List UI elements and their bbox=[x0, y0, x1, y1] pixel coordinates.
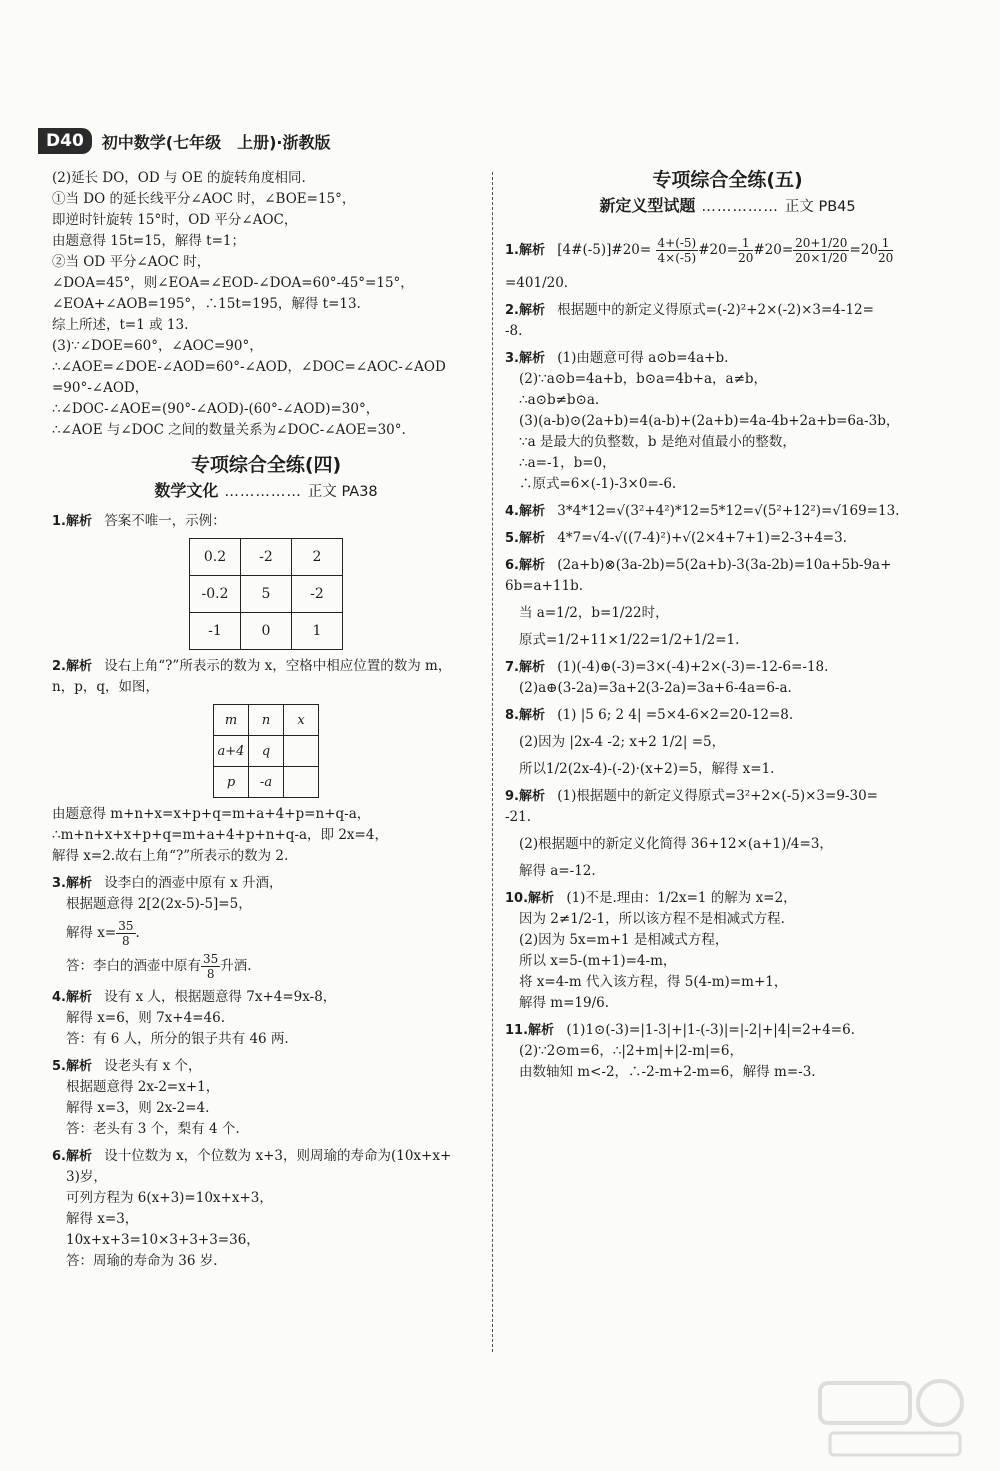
text-line: 由数轴知 m<-2，∴-2-m+2-m=6，解得 m=-3. bbox=[519, 1064, 816, 1080]
denominator: 8 bbox=[206, 967, 215, 981]
text-line: (2)因为 5x=m+1 是相减式方程， bbox=[519, 932, 729, 948]
question-label: 4.解析 bbox=[52, 990, 92, 1005]
text-line: -8. bbox=[505, 323, 523, 339]
magic-square-table bbox=[189, 538, 343, 650]
text-line: (3)(a-b)⊙(2a+b)=4(a-b)+(2a+b)=4a-4b+2a+b=6a-3b， bbox=[519, 413, 900, 429]
question-6 bbox=[505, 555, 950, 576]
question-11 bbox=[505, 1020, 950, 1041]
text-line: (2)∵2⊙m=6，∴|2+m|+|2-m|=6， bbox=[519, 1043, 743, 1059]
table-cell bbox=[284, 736, 319, 767]
question-5 bbox=[52, 1056, 480, 1077]
text-line: 3)岁， bbox=[66, 1169, 107, 1185]
question-text: 根据题中的新定义得原式=(-2)²+2×(-2)×3=4-12= bbox=[557, 302, 874, 318]
text-line: ∴a⊙b≠b⊙a. bbox=[519, 392, 600, 408]
left-column bbox=[52, 168, 480, 1272]
text-line: 解得 x=3，则 2x-2=4. bbox=[66, 1100, 210, 1116]
table-cell: 5 bbox=[241, 576, 292, 613]
text-line: 即逆时针旋转 15°时，OD 平分∠AOC， bbox=[52, 212, 298, 228]
fraction bbox=[656, 236, 699, 265]
text-line: (2)因为 |2x-4 -2; x+2 1/2| =5， bbox=[519, 734, 726, 750]
question-label: 1.解析 bbox=[52, 514, 92, 529]
text-line: 10x+x+3=10×3+3+3=36， bbox=[66, 1232, 260, 1248]
denominator: 8 bbox=[122, 934, 130, 948]
question-2 bbox=[52, 656, 480, 677]
text-line: (2)∵a⊙b=4a+b，b⊙a=4b+a，a≠b， bbox=[519, 371, 768, 387]
text-line: ∠DOA=45°，则∠EOA=∠EOD-∠DOA=60°-45°=15°， bbox=[52, 275, 414, 291]
fraction bbox=[201, 952, 220, 981]
question-10 bbox=[505, 888, 950, 909]
question-8 bbox=[505, 705, 950, 726]
variable-square-table bbox=[213, 704, 319, 798]
text-line: ②当 OD 平分∠AOC 时， bbox=[52, 254, 211, 270]
leader-dots: …………… bbox=[224, 484, 302, 500]
text-line: ①当 DO 的延长线平分∠AOC 时，∠BOE=15°， bbox=[52, 191, 356, 207]
question-2 bbox=[505, 300, 950, 321]
text-line: ∴∠DOC-∠AOE=(90°-∠AOD)-(60°-∠AOD)=30°， bbox=[52, 401, 380, 417]
watermark-logo bbox=[810, 1363, 970, 1463]
text-line: ∴∠AOE=∠DOE-∠AOD=60°-∠AOD，∠DOC=∠AOC-∠AOD bbox=[52, 359, 446, 375]
text-line: =90°-∠AOD， bbox=[52, 380, 149, 396]
text-line: 因为 2≠1/2-1，所以该方程不是相减式方程. bbox=[519, 911, 785, 927]
question-text: [4#(-5)]#20= bbox=[557, 242, 652, 258]
text-line: ∴a=-1，b=0， bbox=[519, 455, 616, 471]
question-text: (1)根据题中的新定义得原式=3²+2×(-5)×3=9-30= bbox=[557, 788, 878, 804]
table-cell: 1 bbox=[292, 613, 343, 650]
fraction bbox=[793, 236, 849, 265]
table-row bbox=[214, 736, 319, 767]
table-row bbox=[214, 705, 319, 736]
page-number-badge: D40 bbox=[38, 128, 92, 154]
text-line: 6b=a+11b. bbox=[505, 578, 584, 594]
question-text: 答案不唯一，示例： bbox=[104, 513, 226, 529]
text-line: 可列方程为 6(x+3)=10x+x+3， bbox=[66, 1190, 273, 1206]
numerator: 35 bbox=[203, 952, 219, 966]
table-row bbox=[214, 767, 319, 798]
numerator: 4+(-5) bbox=[657, 236, 697, 250]
table-cell: 0 bbox=[241, 613, 292, 650]
question-text: (2a+b)⊗(3a-2b)=5(2a+b)-3(3a-2b)=10a+5b-9a+ bbox=[557, 557, 892, 573]
top-solution bbox=[52, 168, 480, 441]
question-label: 2.解析 bbox=[505, 303, 545, 318]
question-7 bbox=[505, 657, 950, 678]
table-row bbox=[190, 613, 343, 650]
text-line: ∴∠AOE 与∠DOC 之间的数量关系为∠DOC-∠AOE=30°. bbox=[52, 422, 406, 438]
text-line: (2)a⊕(3-2a)=3a+2(3-2a)=3a+6-4a=6-a. bbox=[519, 680, 792, 696]
question-1 bbox=[52, 511, 480, 532]
column-divider bbox=[492, 172, 493, 1352]
text-line: 所以 x=5-(m+1)=4-m， bbox=[519, 953, 677, 969]
question-text: 设十位数为 x，个位数为 x+3，则周瑜的寿命为(10x+x+ bbox=[104, 1148, 452, 1164]
text-line: -21. bbox=[505, 809, 532, 825]
table-cell: 2 bbox=[292, 539, 343, 576]
answer-text: 升酒. bbox=[220, 958, 252, 974]
question-5 bbox=[505, 528, 950, 549]
text-line: 解得 x=6，则 7x+4=46. bbox=[66, 1010, 225, 1026]
question-label: 10.解析 bbox=[505, 891, 555, 906]
question-6 bbox=[52, 1146, 480, 1167]
page-header bbox=[38, 128, 331, 154]
text-line: (2)根据题中的新定义化简得 36+12×(a+1)/4=3， bbox=[519, 836, 833, 852]
page-reference: 正文 PB45 bbox=[784, 199, 856, 215]
text-line: ∠EOA+∠AOB=195°，∴15t=195，解得 t=13. bbox=[52, 296, 361, 312]
text-line: 解得 x=3， bbox=[66, 1211, 139, 1227]
question-label: 2.解析 bbox=[52, 659, 92, 674]
text-line: 解得 a=-12. bbox=[519, 863, 596, 879]
question-label: 6.解析 bbox=[505, 558, 545, 573]
answer-line bbox=[52, 952, 480, 981]
question-text: 设有 x 人，根据题意得 7x+4=9x-8， bbox=[104, 989, 337, 1005]
table-cell: -2 bbox=[292, 576, 343, 613]
text-line: ∵a 是最大的负整数，b 是绝对值最小的整数， bbox=[519, 434, 796, 450]
table-cell: -1 bbox=[190, 613, 241, 650]
table-cell bbox=[284, 767, 319, 798]
table-cell: a+4 bbox=[214, 736, 249, 767]
question-label: 6.解析 bbox=[52, 1149, 92, 1164]
table-cell: m bbox=[214, 705, 249, 736]
question-1: 1.解析 [4#(-5)]#20= $\frac{4+(-5)}{4\times(-5)}$ #20= $\frac{1}{20}$ #20= $\frac{20+1/20}{20\times 1/20}$ =20 $\frac{1}{20}$ bbox=[505, 236, 894, 265]
table-cell: p bbox=[214, 767, 249, 798]
text-line: 解得 m=19/6. bbox=[519, 995, 610, 1011]
section-subtitle bbox=[52, 480, 480, 503]
question-4 bbox=[505, 501, 950, 522]
text-line: =401/20. bbox=[505, 275, 569, 291]
denominator: 20×1/20 bbox=[795, 251, 848, 265]
leader-dots: …………… bbox=[701, 199, 779, 215]
question-label: 3.解析 bbox=[505, 351, 545, 366]
question-label: 11.解析 bbox=[505, 1023, 555, 1038]
text-line: 原式=1/2+11×1/22=1/2+1/2=1. bbox=[519, 632, 740, 648]
text-line: 答：有 6 人，所分的银子共有 46 两. bbox=[66, 1031, 289, 1047]
question-text: (1)1⊙(-3)=|1-3|+|1-(-3)|=|-2|+|4|=2+4=6. bbox=[566, 1022, 855, 1038]
table-cell: -a bbox=[249, 767, 284, 798]
text-line: (3)∵∠DOE=60°，∠AOC=90°， bbox=[52, 338, 263, 354]
text-line: 答：老头有 3 个，梨有 4 个. bbox=[66, 1121, 240, 1137]
answer-text: 答：李白的酒壶中原有 bbox=[66, 958, 201, 974]
section-subtitle bbox=[505, 195, 950, 218]
text-line: 由题意得 m+n+x=x+p+q=m+a+4+p=n+q-a， bbox=[52, 806, 371, 822]
text-line: 答：周瑜的寿命为 36 岁. bbox=[66, 1253, 218, 1269]
question-label: 3.解析 bbox=[52, 876, 92, 891]
fraction bbox=[878, 236, 893, 265]
question-text: 4*7=√4-√((7-4)²)+√(2×4+7+1)=2-3+4=3. bbox=[557, 530, 847, 546]
table-row bbox=[190, 539, 343, 576]
fraction bbox=[738, 236, 753, 265]
denominator: 4×(-5) bbox=[657, 251, 697, 265]
fraction bbox=[116, 919, 135, 948]
question-text: (1)不是.理由：1/2x=1 的解为 x=2， bbox=[566, 890, 797, 906]
text-line: 根据题意得 2x-2=x+1， bbox=[66, 1079, 220, 1095]
text-line: 将 x=4-m 代入该方程，得 5(4-m)=m+1， bbox=[519, 974, 788, 990]
table-cell: n bbox=[249, 705, 284, 736]
question-3 bbox=[52, 873, 480, 894]
text-line: ∴m+n+x+x+p+q=m+a+4+p+n+q-a，即 2x=4， bbox=[52, 827, 388, 843]
text-line: 所以1/2(2x-4)-(-2)·(x+2)=5，解得 x=1. bbox=[519, 761, 775, 777]
question-text: (1)由题意可得 a⊙b=4a+b. bbox=[557, 350, 729, 366]
table-cell: -2 bbox=[241, 539, 292, 576]
numerator: 1 bbox=[878, 236, 893, 251]
text-line: 综上所述，t=1 或 13. bbox=[52, 317, 189, 333]
text-line: 解得 x=2.故右上角“?”所表示的数为 2. bbox=[52, 848, 289, 864]
text-line: 当 a=1/2，b=1/22时， bbox=[519, 605, 669, 621]
solve-text: 解得 x= bbox=[66, 925, 117, 941]
table-cell: q bbox=[249, 736, 284, 767]
question-text: 设李白的酒壶中原有 x 升酒， bbox=[104, 875, 283, 891]
question-text: (1) |5 6; 2 4| =5×4-6×2=20-12=8. bbox=[557, 707, 794, 723]
question-label: 1.解析 bbox=[505, 243, 545, 258]
question-label: 7.解析 bbox=[505, 660, 545, 675]
question-label: 5.解析 bbox=[505, 531, 545, 546]
text-line: (2)延长 DO，OD 与 OE 的旋转角度相同. bbox=[52, 170, 306, 186]
question-4 bbox=[52, 987, 480, 1008]
text-line: n，p，q，如图， bbox=[52, 679, 159, 695]
text-line: 由题意得 15t=15，解得 t=1； bbox=[52, 233, 246, 249]
section-title: 专项综合全练(四) bbox=[190, 454, 342, 476]
question-label: 5.解析 bbox=[52, 1059, 92, 1074]
text-line: 根据题意得 2[2(2x-5)-5]=5， bbox=[66, 896, 252, 912]
question-text: 3*4*12=√(3²+4²)*12=5*12=√(5²+12²)=√169=13. bbox=[557, 503, 900, 519]
table-cell: x bbox=[284, 705, 319, 736]
page-reference: 正文 PA38 bbox=[307, 484, 378, 500]
numerator: 1 bbox=[738, 236, 753, 251]
text-line: ∴原式=6×(-1)-3×0=-6. bbox=[519, 476, 677, 492]
table-row bbox=[190, 576, 343, 613]
question-9 bbox=[505, 786, 950, 807]
subtitle-text: 数学文化 bbox=[154, 481, 219, 500]
right-column bbox=[505, 168, 950, 1083]
table-cell: -0.2 bbox=[190, 576, 241, 613]
question-3 bbox=[505, 348, 950, 369]
question-text: (1)(-4)⊕(-3)=3×(-4)+2×(-3)=-12-6=-18. bbox=[557, 659, 829, 675]
question-label: 9.解析 bbox=[505, 789, 545, 804]
numerator: 35 bbox=[118, 919, 134, 933]
subtitle-text: 新定义型试题 bbox=[599, 196, 696, 215]
solve-line: 解得 x= $\frac{35}{8}$ . bbox=[66, 919, 140, 948]
question-text: 设右上角“?”所表示的数为 x，空格中相应位置的数为 m， bbox=[104, 658, 452, 674]
section-title: 专项综合全练(五) bbox=[652, 169, 803, 191]
denominator: 20 bbox=[738, 251, 754, 265]
table-cell: 0.2 bbox=[190, 539, 241, 576]
question-label: 8.解析 bbox=[505, 708, 545, 723]
book-title: 初中数学(七年级 上册)·浙教版 bbox=[101, 132, 331, 152]
question-label: 4.解析 bbox=[505, 504, 545, 519]
numerator: 20+1/20 bbox=[795, 236, 848, 250]
question-text: 设老头有 x 个， bbox=[104, 1058, 202, 1074]
denominator: 20 bbox=[877, 251, 894, 265]
